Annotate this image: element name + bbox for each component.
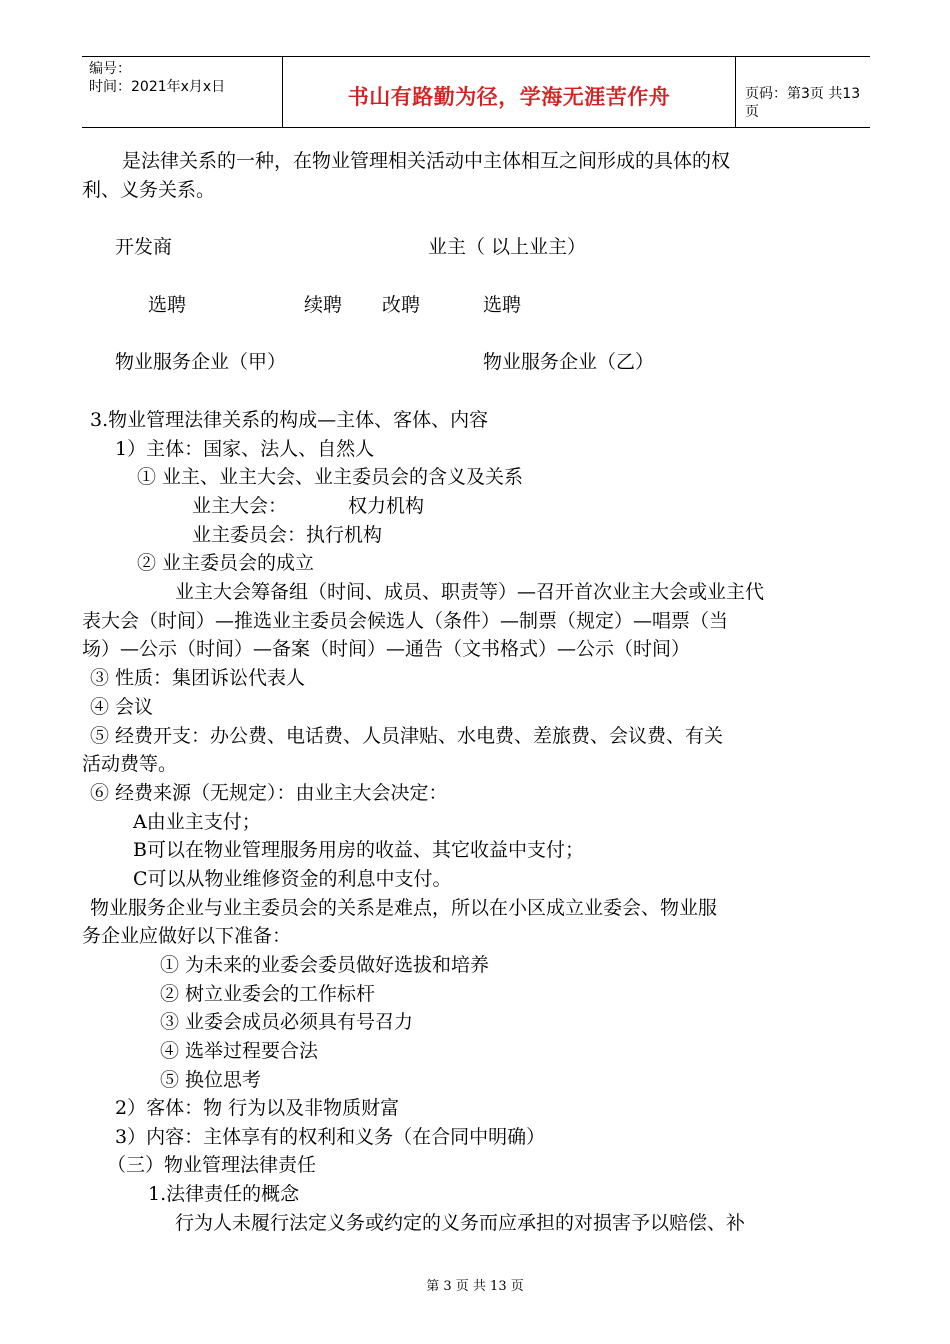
- prep-item: ④ 选举过程要合法: [160, 1040, 319, 1062]
- process-line-3: 场）—公示（时间）—备案（时间）—通告（文书格式）—公示（时间）: [82, 638, 691, 660]
- motto: 书山有路勤为径，学海无涯苦作舟: [347, 85, 671, 109]
- committee-line: 业主委员会：执行机构: [192, 524, 383, 546]
- fund-a: A由业主支付；: [133, 811, 261, 833]
- liability-concept: 1.法律责任的概念: [148, 1183, 300, 1205]
- diagram-developer: 开发商: [115, 236, 173, 258]
- relation-line-1: 物业服务企业与业主委员会的关系是难点，所以在小区成立业委会、物业服: [90, 897, 718, 919]
- item-4: ④ 会议: [90, 696, 154, 718]
- prep-item: ③ 业委会成员必须具有号召力: [160, 1011, 414, 1033]
- number-label: 编号：: [89, 61, 131, 77]
- prep-item: ① 为未来的业委会委员做好选拔和培养: [160, 954, 490, 976]
- header-meta-cell: [82, 57, 282, 127]
- subject-line: 1）主体：国家、法人、自然人: [115, 438, 375, 460]
- header-page-cell: [735, 57, 870, 127]
- diagram-company-a: 物业服务企业（甲）: [115, 351, 287, 373]
- diagram-owners: 业主（ 以上业主）: [428, 236, 587, 258]
- diagram-select-left: 选聘: [148, 294, 187, 316]
- liability-title: （三）物业管理法律责任: [107, 1154, 317, 1176]
- content-line: 3）内容：主体享有的权利和义务（在合同中明确）: [115, 1126, 546, 1148]
- diagram-change: 改聘: [382, 294, 421, 316]
- page-header: [82, 56, 870, 128]
- fund-b: B可以在物业管理服务用房的收益、其它收益中支付；: [133, 839, 584, 861]
- prep-item: ② 树立业委会的工作标杆: [160, 983, 376, 1005]
- process-line-1: 业主大会筹备组（时间、成员、职责等）—召开首次业主大会或业主代: [175, 581, 765, 603]
- diagram-company-b: 物业服务企业（乙）: [483, 351, 655, 373]
- assembly-value: 权力机构: [348, 495, 425, 517]
- item-5-line-1: ⑤ 经费开支：办公费、电话费、人员津贴、水电费、差旅费、会议费、有关: [90, 725, 724, 747]
- diagram-select-right: 选聘: [483, 294, 522, 316]
- fund-c: C可以从物业维修资金的利息中支付。: [133, 868, 452, 890]
- time-label: 时间：2021年x月x日: [89, 79, 226, 95]
- prep-item: ⑤ 换位思考: [160, 1069, 262, 1091]
- relation-line-2: 务企业应做好以下准备：: [82, 925, 292, 947]
- item-2: ② 业主委员会的成立: [137, 552, 315, 574]
- intro-line-2: 利、义务关系。: [82, 179, 216, 201]
- page-info: 页码：第3页 共13页: [745, 86, 861, 120]
- liability-definition: 行为人未履行法定义务或约定的义务而应承担的对损害予以赔偿、补: [175, 1212, 746, 1234]
- item-5-line-2: 活动费等。: [82, 753, 178, 775]
- section3-title: 3.物业管理法律关系的构成—主体、客体、内容: [90, 409, 489, 431]
- object-line: 2）客体：物 行为以及非物质财富: [115, 1097, 400, 1119]
- item-3: ③ 性质：集团诉讼代表人: [90, 667, 306, 689]
- item-1: ① 业主、业主大会、业主委员会的含义及关系: [137, 466, 524, 488]
- page-footer: 第 3 页 共 13 页: [426, 1279, 524, 1294]
- item-6: ⑥ 经费来源（无规定）：由业主大会决定：: [90, 782, 448, 804]
- diagram-renew: 续聘: [304, 294, 343, 316]
- header-motto-cell: [282, 57, 736, 127]
- intro-line-1: 是法律关系的一种，在物业管理相关活动中主体相互之间形成的具体的权: [122, 150, 731, 172]
- process-line-2: 表大会（时间）—推选业主委员会候选人（条件）—制票（规定）—唱票（当: [82, 610, 729, 632]
- assembly-label: 业主大会：: [192, 495, 288, 517]
